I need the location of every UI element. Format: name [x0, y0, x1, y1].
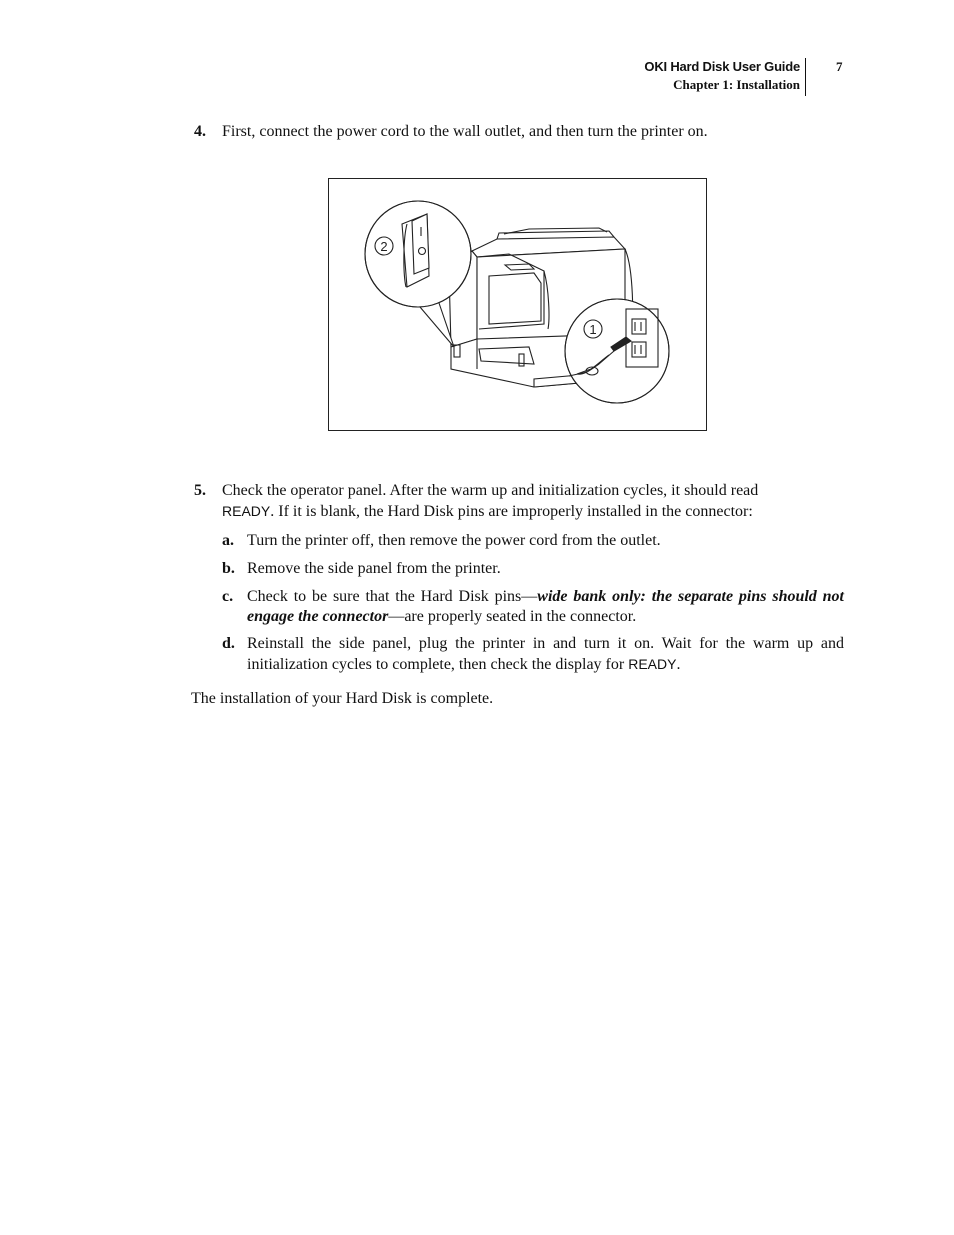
ready-status: READY: [222, 503, 271, 519]
substep-c: [222, 587, 844, 627]
substep-b: [222, 559, 844, 579]
substep-letter: d.: [222, 635, 235, 652]
substep-text: [247, 634, 844, 675]
substep-d: [222, 634, 844, 674]
substep-letter: a.: [222, 532, 234, 549]
closing-text: The installation of your Hard Disk is complete.: [191, 690, 494, 707]
step-number: 4.: [194, 123, 206, 140]
chapter-title: Chapter 1: Installation: [673, 77, 800, 92]
ready-status: READY: [628, 656, 677, 672]
substep-text-part: .: [676, 656, 681, 673]
emphasis-text: wide bank only: the separate pins should not engage the connector: [247, 588, 844, 625]
substep-text: Remove the side panel from the printer.: [247, 560, 501, 577]
step-text-part: . If it is blank, the Hard Disk pins are improperly installed in the connector:: [270, 503, 753, 520]
substep-text: Turn the printer off, then remove the power cord from the outlet.: [247, 532, 661, 549]
step-text-part: Check the operator panel. After the warm up and initialization cycles, it should read: [222, 482, 759, 499]
printer-illustration: [329, 179, 706, 430]
step-text: First, connect the power cord to the wall outlet, and then turn the printer on.: [222, 123, 708, 140]
substep-a: [222, 531, 844, 551]
header-divider: [805, 58, 806, 96]
substep-letter: c.: [222, 588, 234, 605]
substep-text: [247, 587, 844, 627]
guide-title: OKI Hard Disk User Guide: [644, 59, 800, 74]
page-number: 7: [836, 59, 843, 74]
substep-text-part: Check to be sure that the Hard Disk pins—: [247, 588, 538, 605]
step-text: [222, 481, 818, 522]
step-5: [194, 481, 844, 523]
callout-2-label: 2: [380, 239, 388, 254]
printer-power-illustration: [328, 178, 707, 431]
step-4: [194, 122, 844, 142]
substep-text-part: Reinstall the side panel, plug the printer in and turn it on. Wait for the warm up and initialization cycles to complete, then check the display for: [247, 635, 844, 673]
step-number: 5.: [194, 482, 206, 499]
substep-text-part: —are properly seated in the connector.: [388, 608, 637, 625]
substep-letter: b.: [222, 560, 235, 577]
header-text: [644, 58, 800, 94]
callout-1-label: 1: [589, 322, 597, 337]
